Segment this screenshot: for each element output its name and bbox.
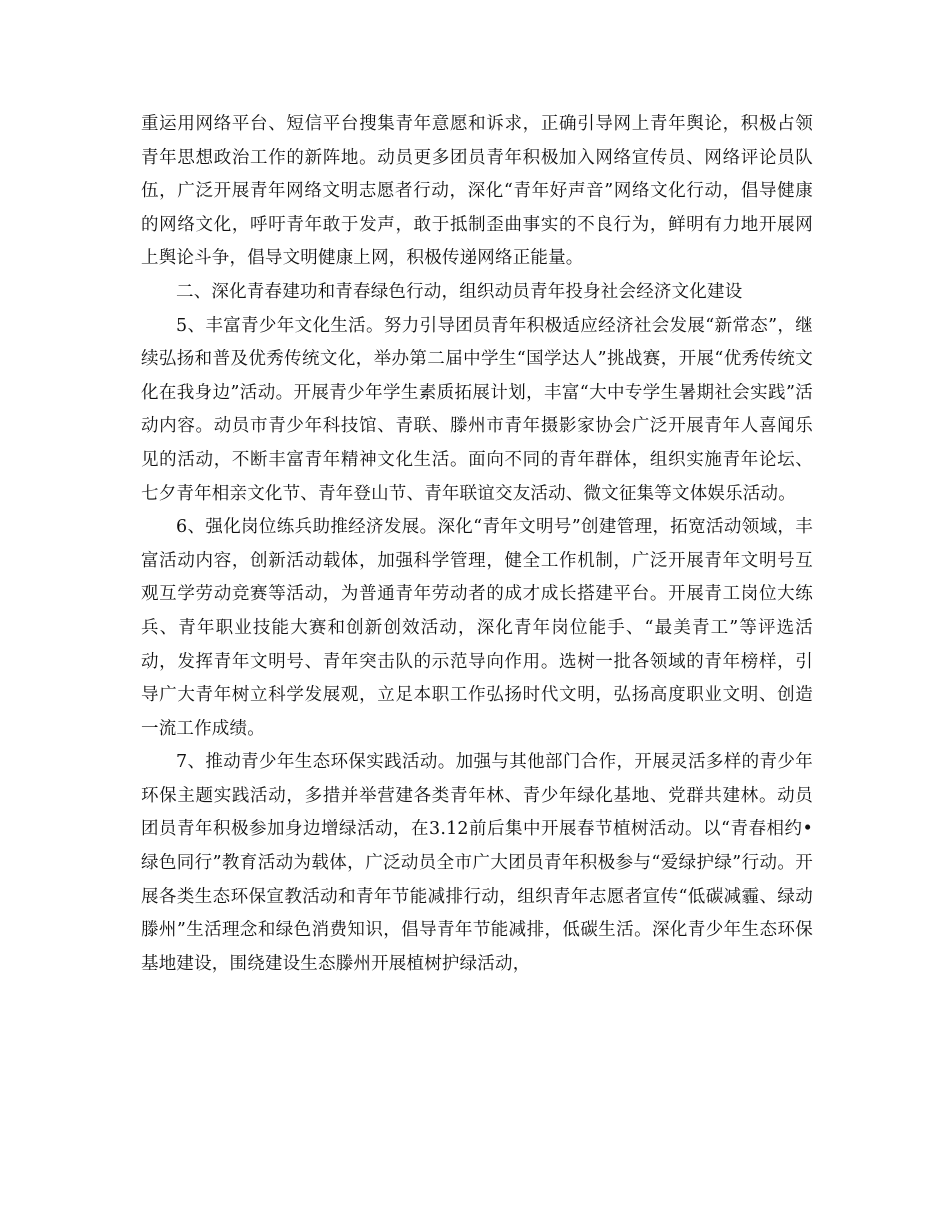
document-body — [141, 108, 813, 981]
paragraph-item-6: 6、强化岗位练兵助推经济发展。深化“青年文明号”创建管理，拓宽活动领域，丰富活动内容，创新活动载体，加强科学管理，健全工作机制，广泛开展青年文明号互观互学劳动竞赛等活动，为普通青年劳动者的成才成长搭建平台。开展青工岗位大练兵、青年职业技能大赛和创新创效活动，深化青年岗位能手、“最美青工”等评选活动，发挥青年文明号、青年突击队的示范导向作用。选树一批各领域的青年榜样，引导广大青年树立科学发展观，立足本职工作弘扬时代文明，弘扬高度职业文明、创造一流工作成绩。 — [141, 517, 813, 739]
paragraph-item-7: 7、推动青少年生态环保实践活动。加强与其他部门合作，开展灵活多样的青少年环保主题实践活动，多措并举营建各类青年林、青少年绿化基地、党群共建林。动员团员青年积极参加身边增绿活动，在3.12前后集中开展春节植树活动。以“青春相约•绿色同行”教育活动为载体，广泛动员全市广大团员青年积极参与“爱绿护绿”行动。开展各类生态环保宣教活动和青年节能减排行动，组织青年志愿者宣传“低碳减霾、绿动滕州”生活理念和绿色消费知识，倡导青年节能减排，低碳生活。深化青少年生态环保基地建设，围绕建设生态滕州开展植树护绿活动， — [141, 752, 813, 974]
section-heading-2: 二、深化青春建功和青春绿色行动，组织动员青年投身社会经济文化建设 — [176, 281, 743, 302]
paragraph-item-5: 5、丰富青少年文化生活。努力引导团员青年积极适应经济社会发展“新常态”，继续弘扬和普及优秀传统文化，举办第二届中学生“国学达人”挑战赛，开展“优秀传统文化在我身边”活动。开展青少年学生素质拓展计划，丰富“大中专学生暑期社会实践”活动内容。动员市青少年科技馆、青联、滕州市青年摄影家协会广泛开展青年人喜闻乐见的活动，不断丰富青年精神文化生活。面向不同的青年群体，组织实施青年论坛、七夕青年相亲文化节、青年登山节、青年联谊交友活动、微文征集等文体娱乐活动。 — [141, 315, 813, 504]
paragraph-network-work: 重运用网络平台、短信平台搜集青年意愿和诉求，正确引导网上青年舆论，积极占领青年思想政治工作的新阵地。动员更多团员青年积极加入网络宣传员、网络评论员队伍，广泛开展青年网络文明志愿者行动，深化“青年好声音”网络文化行动，倡导健康的网络文化，呼吁青年敢于发声，敢于抵制歪曲事实的不良行为，鲜明有力地开展网上舆论斗争，倡导文明健康上网，积极传递网络正能量。 — [141, 114, 813, 269]
